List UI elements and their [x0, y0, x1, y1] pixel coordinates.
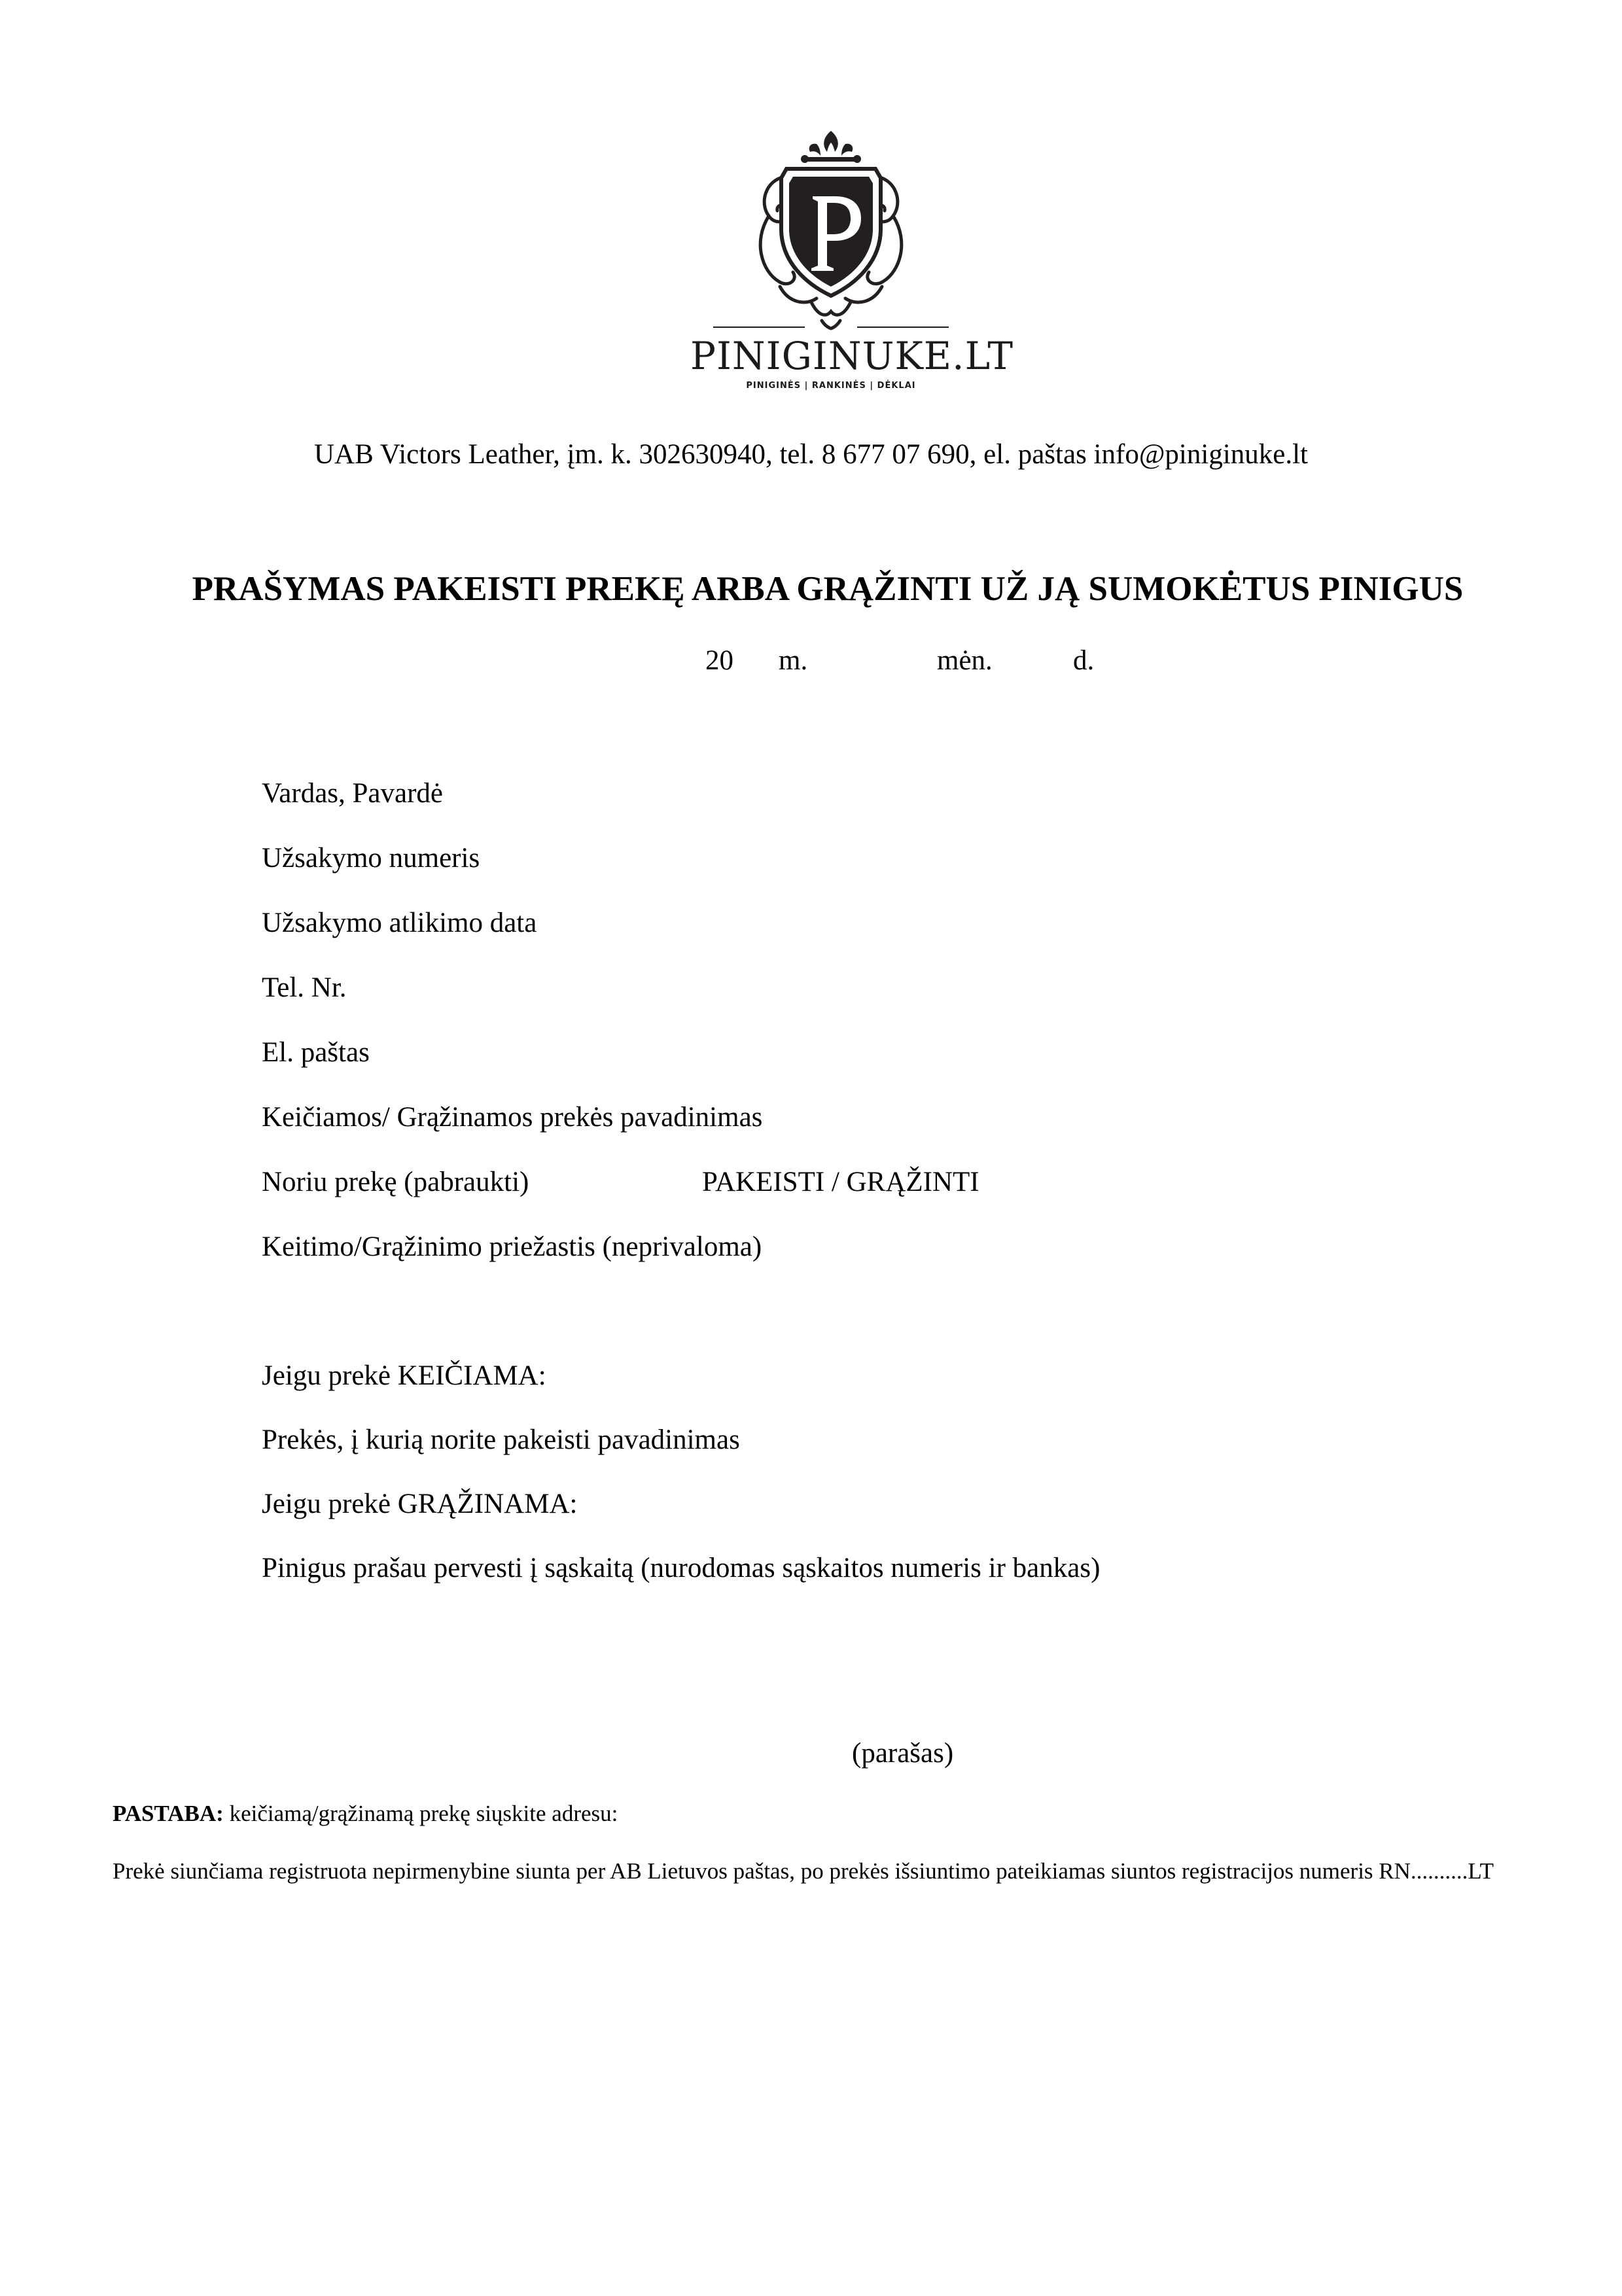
field-product-name-label: Keičiamos/ Grąžinamos prekės pavadinimas: [262, 1102, 763, 1133]
date-month-suffix: mėn.: [937, 645, 993, 676]
field-want-label: Noriu prekę (pabraukti): [262, 1167, 529, 1197]
pastaba-note: [113, 1801, 618, 1827]
if-exchange-label: Jeigu prekė KEIČIAMA:: [262, 1360, 546, 1391]
shipping-note: Prekė siunčiama registruota nepirmenybine siunta per AB Lietuvos paštas, po prekės išsiuntimo pateikiamas siuntos registracijos numeris RN..........LT: [113, 1858, 1494, 1884]
field-name-label: Vardas, Pavardė: [262, 778, 444, 809]
date-year-prefix: 20: [705, 645, 733, 676]
bank-account-label: Pinigus prašau pervesti į sąskaitą (nurodomas sąskaitos numeris ir bankas): [262, 1553, 1101, 1583]
signature-label: (parašas): [852, 1738, 954, 1769]
field-order-number-label: Užsakymo numeris: [262, 843, 480, 874]
crest-shield-logo: [707, 131, 955, 347]
field-order-date-label: Užsakymo atlikimo data: [262, 908, 537, 938]
if-return-label: Jeigu prekė GRĄŽINAMA:: [262, 1489, 578, 1519]
new-product-label: Prekės, į kurią norite pakeisti pavadinimas: [262, 1424, 740, 1455]
company-info-line: UAB Victors Leather, įm. k. 302630940, tel. 8 677 07 690, el. paštas info@piniginuke.lt: [313, 439, 1308, 470]
date-day-suffix: d.: [1073, 645, 1095, 676]
pastaba-text: keičiamą/grąžinamą prekę siųskite adresu:: [223, 1801, 618, 1826]
field-phone-label: Tel. Nr.: [262, 972, 347, 1003]
field-email-label: El. paštas: [262, 1037, 370, 1068]
field-reason-label: Keitimo/Grąžinimo priežastis (neprivaloma): [262, 1231, 762, 1262]
date-year-suffix: m.: [779, 645, 808, 676]
logo-tagline: PINIGINĖS | RANKINĖS | DĖKLAI: [746, 381, 916, 391]
document-title: PRAŠYMAS PAKEISTI PREKĘ ARBA GRĄŽINTI UŽ JĄ SUMOKĖTUS PINIGUS: [192, 570, 1464, 608]
pastaba-bold: PASTABA:: [113, 1801, 224, 1826]
field-want-options: PAKEISTI / GRĄŽINTI: [702, 1167, 979, 1197]
logo-brand-text: PINIGINUKE.LT: [690, 334, 1014, 378]
